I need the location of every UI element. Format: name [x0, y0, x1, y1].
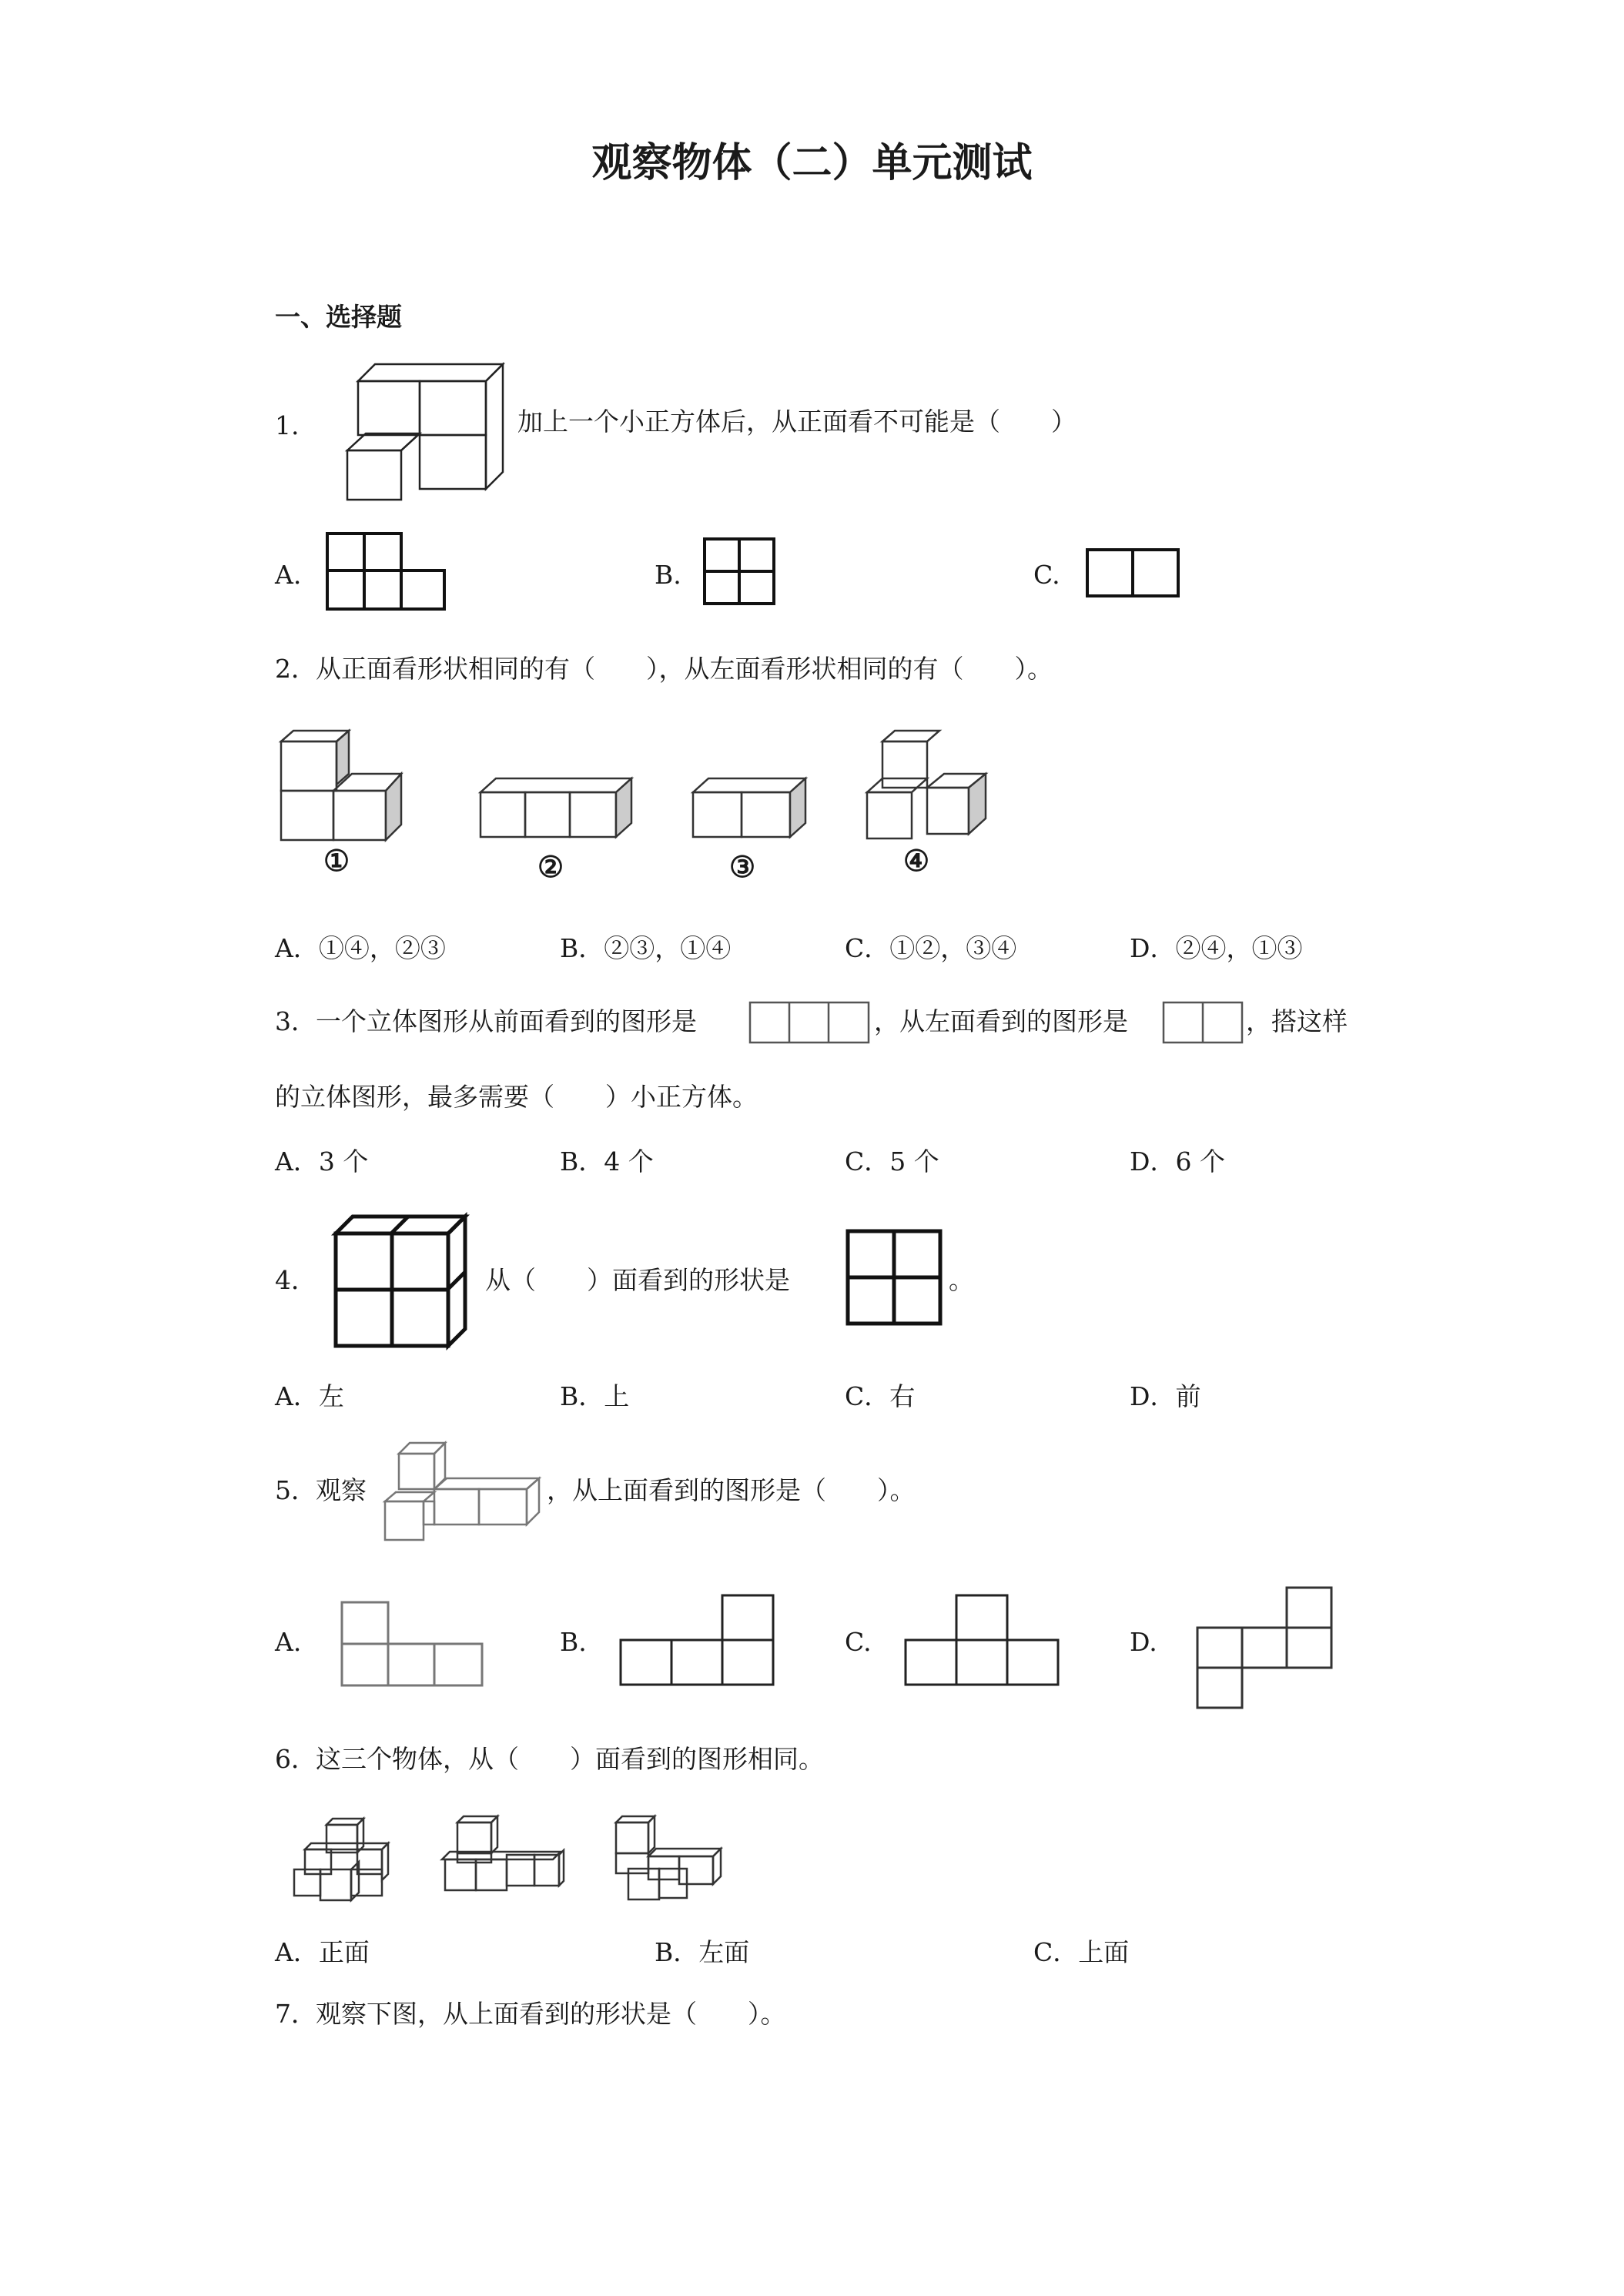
q3-text-part3: ，搭这样 — [1246, 1006, 1348, 1036]
option-label: D． — [1130, 1381, 1176, 1411]
q6-option-c[interactable] — [1033, 1937, 1129, 1968]
option-label: A． — [275, 933, 319, 963]
q2-question-text: 从正面看形状相同的有（ ），从左面看形状相同的有（ ）。 — [316, 654, 1053, 684]
q4-number: 4． — [275, 1265, 316, 1295]
option-text: ②③，①④ — [604, 933, 732, 963]
q5-option-b-figure — [618, 1592, 779, 1689]
option-label: C． — [1033, 1937, 1079, 1967]
option-label: C． — [845, 933, 890, 963]
q1-option-c-figure — [1086, 548, 1183, 599]
q5-option-a-figure — [339, 1599, 487, 1689]
q5-cube-figure — [382, 1437, 545, 1545]
option-label: B． — [560, 933, 604, 963]
q2-option-a[interactable] — [275, 933, 446, 964]
option-label: B． — [655, 1937, 699, 1967]
option-label: D． — [1130, 933, 1176, 963]
q2-option-d[interactable] — [1130, 933, 1302, 964]
option-text: 上 — [604, 1381, 630, 1411]
q1-number: 1. — [275, 410, 300, 440]
q3-option-b[interactable] — [560, 1146, 654, 1177]
q3-number: 3． — [275, 1006, 316, 1036]
q1-option-a-label[interactable]: A. — [275, 560, 302, 590]
q6-question-text: 这三个物体，从（ ）面看到的图形相同。 — [316, 1744, 824, 1774]
option-text: 上面 — [1078, 1937, 1130, 1967]
q3-option-d[interactable] — [1130, 1146, 1225, 1177]
q2-figure-4-label: ④ — [903, 843, 930, 878]
q6-option-b[interactable] — [655, 1937, 749, 1968]
option-text: 左面 — [698, 1937, 750, 1967]
q2-figure-3-label: ③ — [729, 849, 756, 884]
q5-option-c-figure — [904, 1592, 1063, 1689]
q5-text-part2: ，从上面看到的图形是（ ）。 — [547, 1475, 916, 1505]
q2-figure-4 — [867, 728, 990, 843]
q6-figure-1 — [290, 1814, 405, 1906]
q4-text-part1: 从（ ）面看到的形状是 — [485, 1265, 790, 1295]
q5-text-part1: 观察 — [316, 1475, 367, 1505]
q2-option-c[interactable] — [845, 933, 1016, 964]
q2-figure-1-label: ① — [323, 843, 350, 878]
q2-figure-2 — [481, 772, 635, 842]
option-text: ①④，②③ — [318, 933, 446, 963]
q4-option-a[interactable] — [275, 1381, 344, 1412]
option-text: 左 — [318, 1381, 344, 1411]
section-heading: 一、选择题 — [275, 302, 402, 332]
q3-option-c[interactable] — [845, 1146, 939, 1177]
q2-figure-1 — [281, 728, 420, 843]
q1-option-c-label[interactable]: C. — [1033, 560, 1060, 590]
q6-figure-3 — [613, 1812, 728, 1904]
q1-option-a-figure — [326, 532, 449, 614]
q1-option-b-figure — [703, 537, 777, 607]
option-label: A． — [275, 1381, 319, 1411]
q6-figure-2 — [442, 1812, 565, 1904]
q7-number: 7． — [275, 1999, 316, 2029]
option-text: 正面 — [318, 1937, 370, 1967]
q3-option-a[interactable] — [275, 1146, 368, 1177]
q3-text-part1: 一个立体图形从前面看到的图形是 — [316, 1006, 697, 1036]
q6-option-a[interactable] — [275, 1937, 370, 1968]
q4-option-d[interactable] — [1130, 1381, 1200, 1412]
option-text: 3 个 — [318, 1146, 369, 1176]
q4-text-part2: 。 — [949, 1265, 974, 1295]
q1-option-b-label[interactable]: B. — [655, 560, 681, 590]
option-text: 6 个 — [1175, 1146, 1225, 1176]
q5-option-c-label[interactable]: C. — [845, 1627, 872, 1657]
q1-question-text: 加上一个小正方体后，从正面看不可能是（ ） — [517, 407, 1077, 437]
q4-option-c[interactable] — [845, 1381, 915, 1412]
option-text: ②④，①③ — [1175, 933, 1303, 963]
q4-option-b[interactable] — [560, 1381, 629, 1412]
q5-option-d-figure — [1196, 1585, 1339, 1711]
q3-front-view-figure — [748, 1001, 872, 1046]
option-label: A． — [275, 1146, 319, 1176]
q1-cube-figure — [343, 350, 512, 497]
q6-number: 6． — [275, 1744, 316, 1774]
option-label: B． — [560, 1146, 604, 1176]
option-text: ①②，③④ — [889, 933, 1017, 963]
q2-option-b[interactable] — [560, 933, 731, 964]
option-text: 前 — [1175, 1381, 1201, 1411]
option-label: A． — [275, 1937, 319, 1967]
q4-cube-figure — [333, 1213, 471, 1352]
q2-number: 2． — [275, 654, 316, 684]
q5-option-b-label[interactable]: B. — [560, 1627, 587, 1657]
q5-option-a-label[interactable]: A. — [275, 1627, 302, 1657]
option-label: B． — [560, 1381, 604, 1411]
option-label: C． — [845, 1381, 890, 1411]
q3-text-part4: 的立体图形，最多需要（ ）小正方体。 — [275, 1082, 758, 1112]
option-label: D． — [1130, 1146, 1176, 1176]
option-text: 5 个 — [889, 1146, 939, 1176]
option-text: 4 个 — [604, 1146, 654, 1176]
q5-number: 5． — [275, 1475, 316, 1505]
q2-figure-2-label: ② — [537, 849, 564, 884]
q4-view-figure — [845, 1229, 944, 1327]
page-title: 观察物体（二）单元测试 — [591, 140, 1033, 186]
option-text: 右 — [889, 1381, 916, 1411]
q2-figure-3 — [693, 772, 809, 842]
q7-question-text: 观察下图，从上面看到的形状是（ ）。 — [316, 1999, 786, 2029]
q5-option-d-label[interactable]: D. — [1130, 1627, 1157, 1657]
q3-left-view-figure — [1162, 1001, 1245, 1046]
option-label: C． — [845, 1146, 890, 1176]
q3-text-part2: ，从左面看到的图形是 — [874, 1006, 1128, 1036]
